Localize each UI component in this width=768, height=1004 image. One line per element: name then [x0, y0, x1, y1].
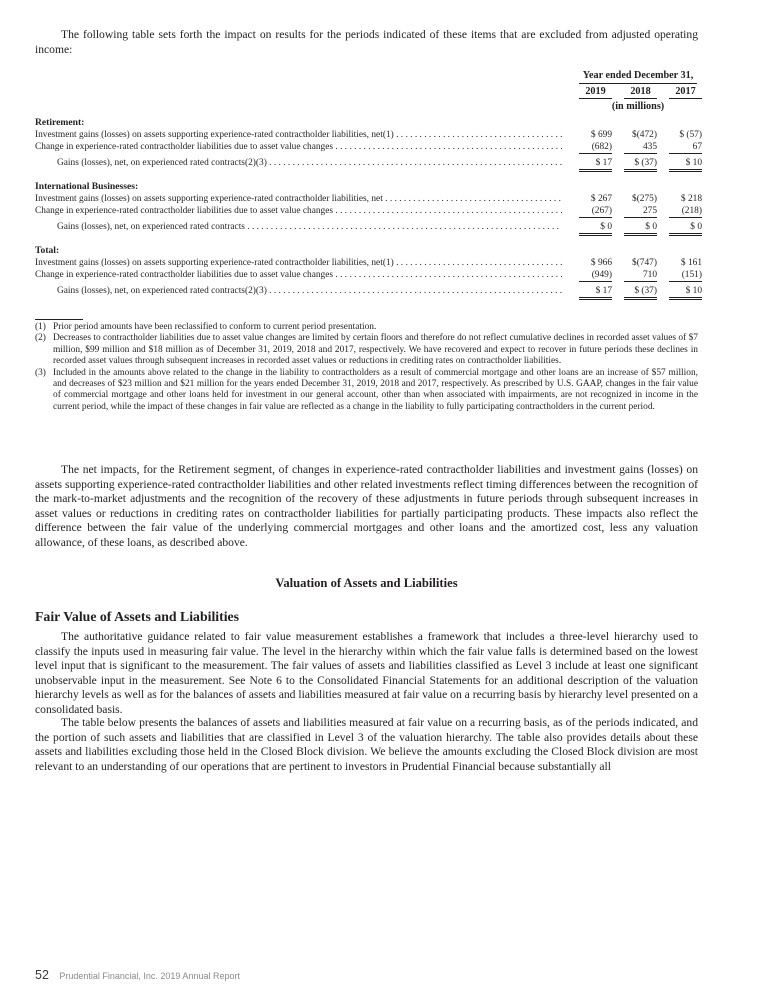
table-row: [35, 193, 702, 205]
year-header-2019: 2019: [579, 86, 612, 99]
footnote-3: [35, 368, 698, 414]
cell-2019: $ 699: [590, 130, 612, 140]
section-total: [35, 245, 702, 297]
cell-2017: $ 218: [680, 194, 702, 204]
year-header-2018: 2018: [624, 86, 657, 99]
subsection-heading: Fair Value of Assets and Liabilities: [35, 609, 240, 624]
section-retirement: [35, 117, 702, 169]
table-units: (in millions): [611, 101, 665, 112]
table-below-paragraph-wrap: [35, 716, 698, 774]
cell-2017: $ 10: [669, 285, 702, 300]
section-international-businesses: [35, 181, 702, 233]
cell-2019: $ 0: [579, 221, 612, 236]
footnote-text: Decreases to contractholder liabilities due to asset value changes are limited by certain floors and therefore do not reflect cumulative declines in recorded asset values of $7 million, $99 million and $18 million as of December 31, 2019, 2018 and 2017, respectively. We have recovered and expect to recover in future periods these declines in recorded asset values through subsequent increases in recorded asset values or reductions in crediting rates on contractholder liabilities.: [53, 333, 698, 367]
section-title: Total:: [35, 245, 60, 256]
table-row: [35, 257, 702, 269]
cell-2017: $ (57): [679, 130, 702, 140]
cell-2018: $ 0: [624, 221, 657, 236]
cell-2017: $ 161: [680, 258, 702, 268]
row-label: Investment gains (losses) on assets supporting experience-rated contractholder liabilities, net . . .: [35, 193, 562, 205]
footnotes: [35, 322, 698, 413]
footnote-1: [35, 322, 698, 333]
table-row-total: [35, 285, 702, 297]
cell-2019: (267): [579, 205, 612, 218]
row-label: Investment gains (losses) on assets supporting experience-rated contractholder liabilities, net(1) . . .: [35, 257, 562, 269]
cell-2019: $ 966: [590, 258, 612, 268]
footnote-number: (1): [35, 322, 46, 332]
cell-2017: $ 0: [669, 221, 702, 236]
fair-value-paragraph: The authoritative guidance related to fair value measurement establishes a framework that includes a three-level hierarchy used to classify the inputs used in measuring fair value. The level in the hierarchy within which the fair value falls is determined based on the lowest level input that is significant to the measurement. The fair values of assets and liabilities classified as Level 3 include at least one significant unobservable input in the measurement. See Note 6 to the Consolidated Financial Statements for an additional description of the valuation hierarchy levels as well as for the balances of assets and liabilities measured at fair value on a recurring basis by hierarchy level presented on a consolidated basis.: [35, 630, 698, 716]
section-title: Retirement:: [35, 117, 85, 128]
cell-2019: (949): [579, 269, 612, 282]
cell-2017: (218): [669, 205, 702, 218]
cell-2018: $(275): [632, 194, 657, 204]
table-row: [35, 129, 702, 141]
row-label: Gains (losses), net, on experienced rated contracts(2)(3) . . .: [57, 285, 562, 297]
net-impacts-paragraph: The net impacts, for the Retirement segment, of changes in experience-rated contractholder liabilities and investment gains (losses) on assets supporting experience-rated contractholder liabilities and other related investments reflect timing differences between the recognition of the mark-to-market adjustments and the recognition of the recovery of these adjustments in future periods through subsequent increases in asset values or reductions in crediting rates on contractholder liabilities for partially participating products. These impacts also reflect the difference between the fair value of the underlying commercial mortgages and other loans and the amortized cost, less any valuation allowance, of these loans, as described above.: [35, 463, 698, 549]
cell-2018: 275: [624, 205, 657, 218]
cell-2019: $ 17: [579, 157, 612, 172]
cell-2019: $ 17: [579, 285, 612, 300]
footnote-number: (3): [35, 367, 46, 378]
cell-2017: 67: [669, 141, 702, 154]
table-row: [35, 205, 702, 217]
row-label: Gains (losses), net, on experienced rated contracts(2)(3) . . .: [57, 157, 562, 169]
cell-2019: (682): [579, 141, 612, 154]
footnote-divider: [35, 319, 83, 320]
intro-paragraph: The following table sets forth the impact on results for the periods indicated of these items that are excluded from adjusted operating income:: [35, 28, 698, 56]
row-label: Gains (losses), net, on experienced rated contracts . . .: [57, 221, 562, 233]
table-row: [35, 141, 702, 153]
footnote-number: (2): [35, 333, 46, 344]
footnote-text: Prior period amounts have been reclassified to conform to current period presentation.: [53, 322, 377, 332]
page-footer: [35, 966, 240, 984]
cell-2019: $ 267: [590, 194, 612, 204]
section-title: International Businesses:: [35, 181, 139, 192]
cell-2018: $ (37): [624, 285, 657, 300]
row-label: Investment gains (losses) on assets supporting experience-rated contractholder liabilities, net(1) . . .: [35, 129, 562, 141]
footnote-text: Included in the amounts above related to the change in the liability to contractholders as a result of commercial mortgage and other loans are an increase of $57 million, and decreases of $23 million and $21 million for the years ended December 31, 2019, 2018 and 2017, respectively. As prescribed by U.S. GAAP, changes in the fair value of commercial mortgage and other loans held for investment in our general account, other than when associated with impairments, are not recognized in income in the current period, while the impact of these changes in fair value are reflected as a change in the liability to fully participating contractholders in the current period.: [53, 367, 698, 412]
table-row-total: [35, 221, 702, 233]
cell-2018: 710: [624, 269, 657, 282]
table-row-total: [35, 157, 702, 169]
cell-2018: 435: [624, 141, 657, 154]
cell-2018: $(472): [632, 130, 657, 140]
table-header-period: Year ended December 31,: [579, 70, 697, 84]
cell-2017: $ 10: [669, 157, 702, 172]
report-source: Prudential Financial, Inc. 2019 Annual Report: [59, 971, 240, 981]
section-heading: Valuation of Assets and Liabilities: [275, 576, 458, 590]
table-row: [35, 269, 702, 281]
row-label: Change in experience-rated contractholder liabilities due to asset value changes . . .: [35, 205, 562, 217]
page-number: 52: [35, 968, 49, 982]
cell-2018: $ (37): [624, 157, 657, 172]
cell-2018: $(747): [632, 258, 657, 268]
row-label: Change in experience-rated contractholder liabilities due to asset value changes . . .: [35, 269, 562, 281]
row-label: Change in experience-rated contractholder liabilities due to asset value changes . . .: [35, 141, 562, 153]
table-below-paragraph: The table below presents the balances of assets and liabilities measured at fair value on a recurring basis, as of the periods indicated, and the portion of such assets and liabilities that are classified in Level 3 of the valuation hierarchy. The table also provides details about these assets and liabilities excluding those held in the Closed Block division. We believe the amounts excluding the Closed Block division are most relevant to an understanding of our operations that are pertinent to investors in Prudential Financial because substantially all: [35, 716, 698, 773]
year-header-2017: 2017: [669, 86, 702, 99]
cell-2017: (151): [669, 269, 702, 282]
footnote-2: [35, 333, 698, 367]
